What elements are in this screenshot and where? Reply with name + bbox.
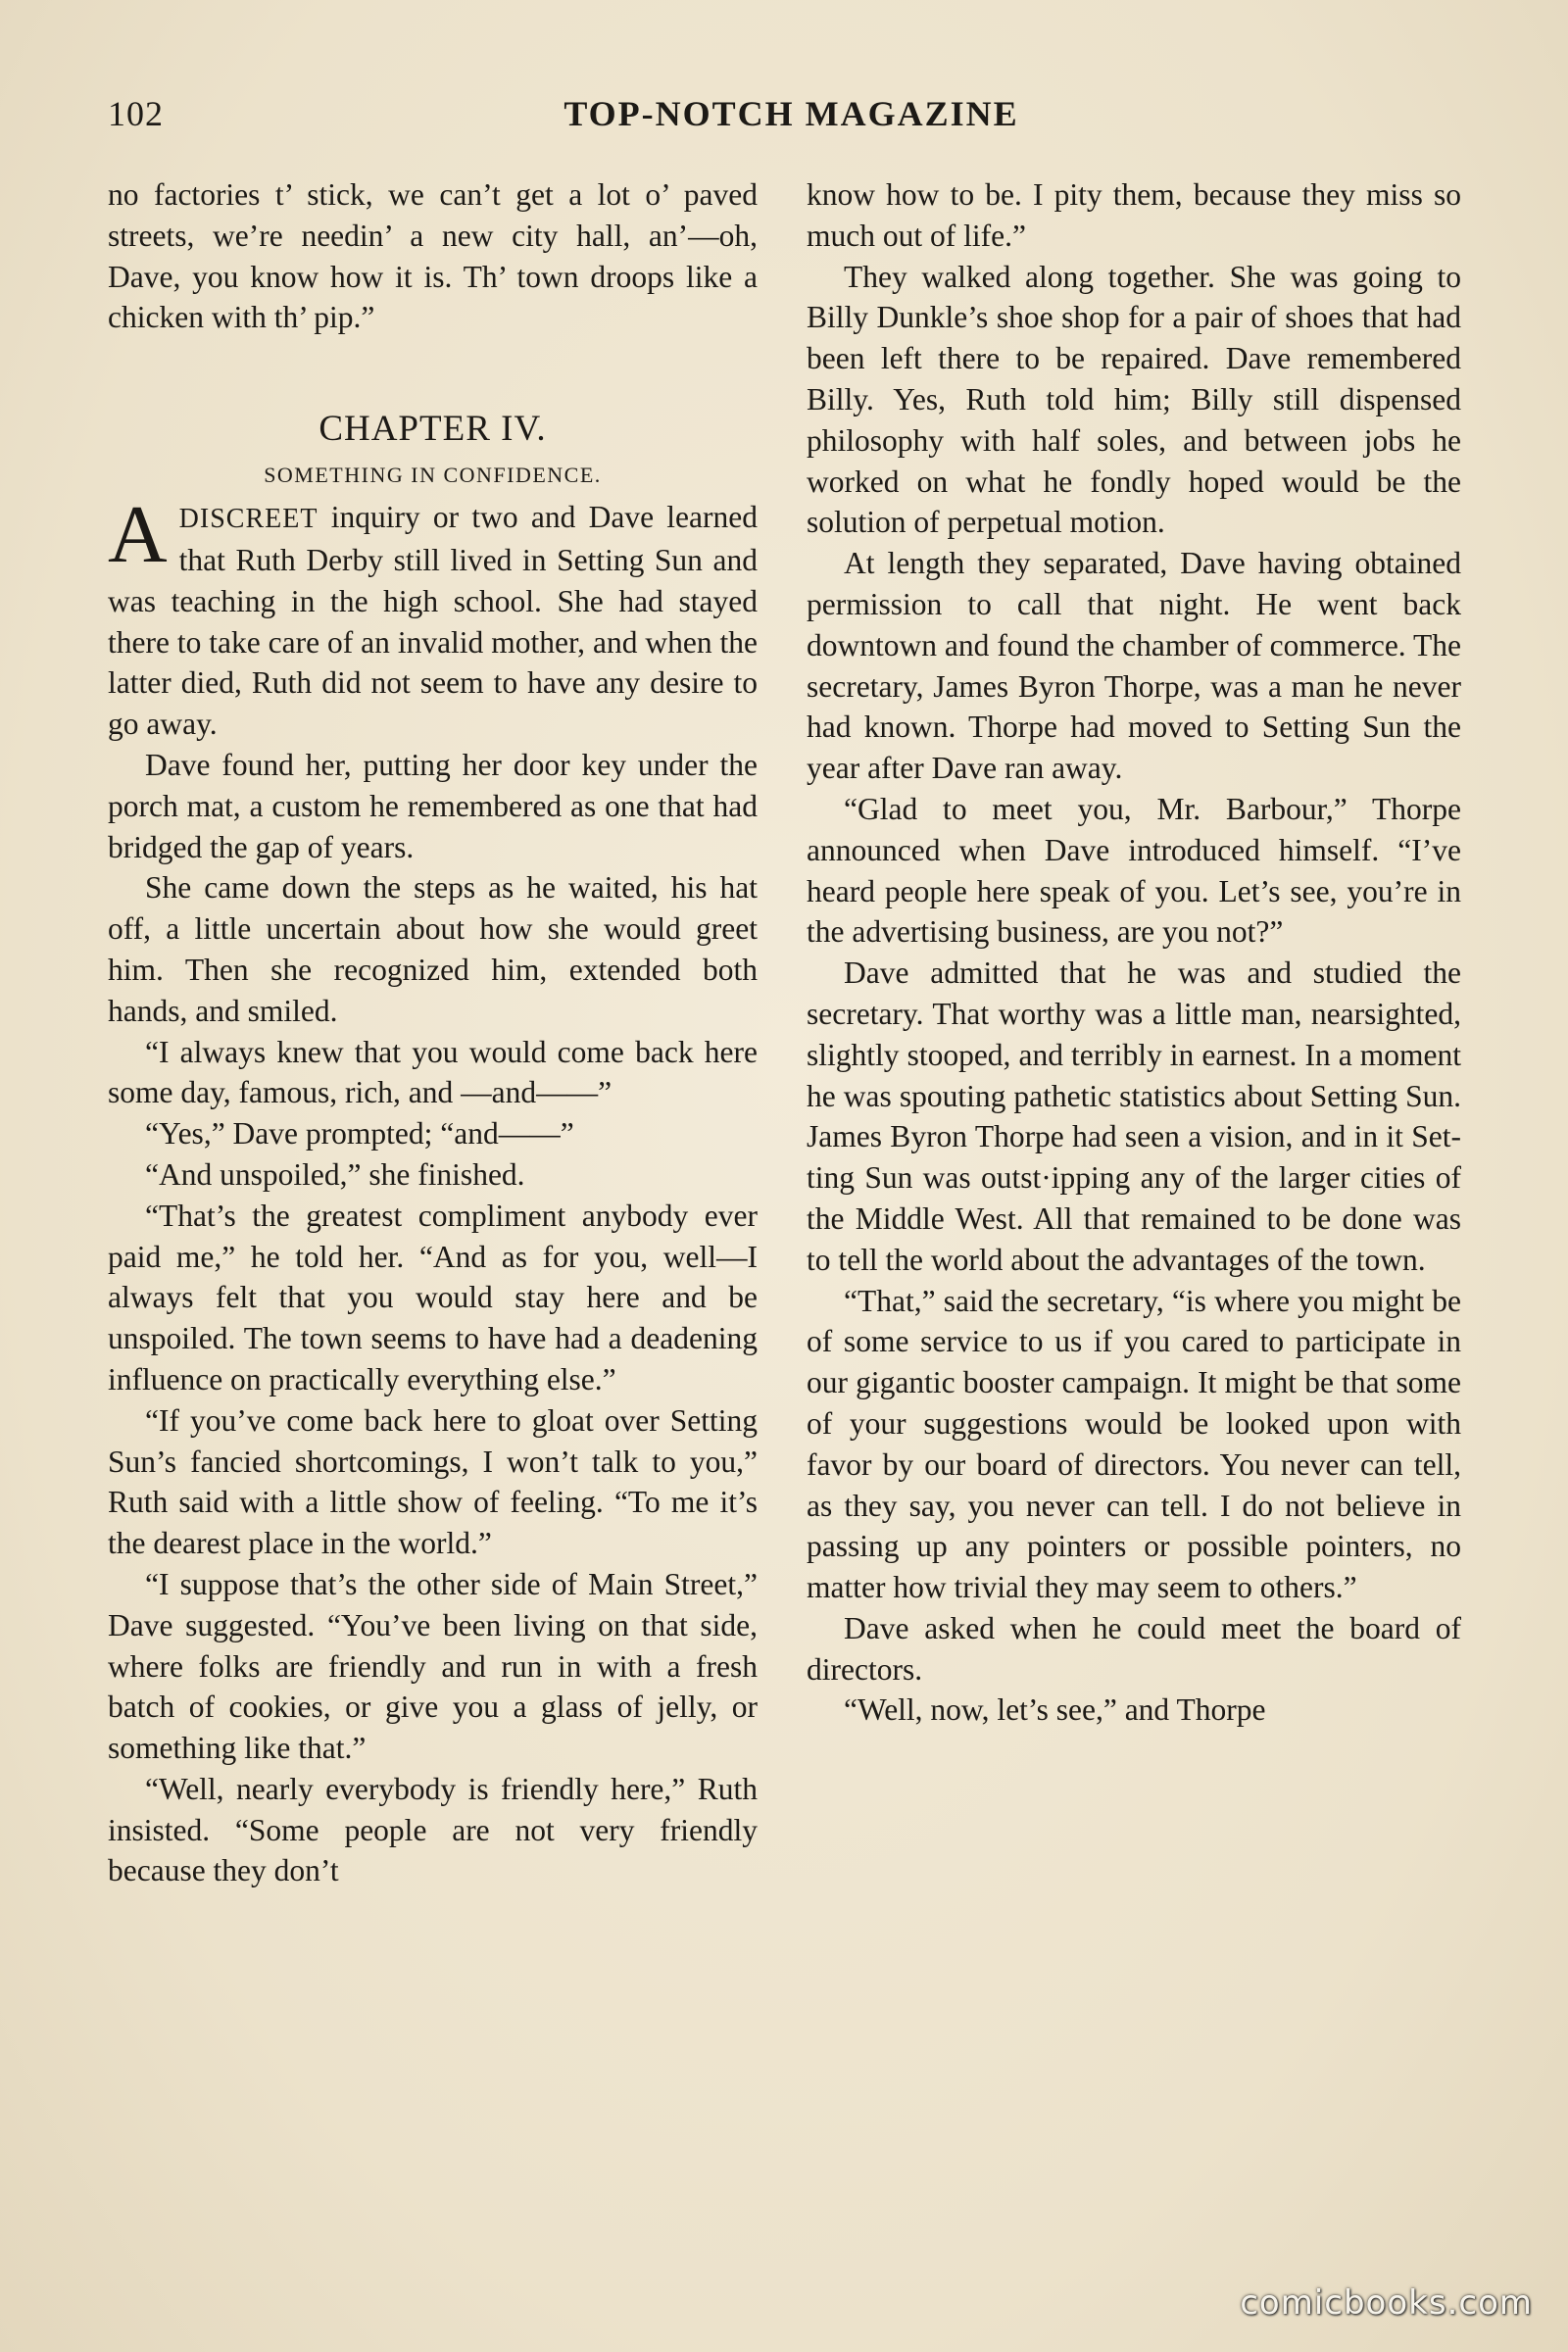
paragraph: Dave found her, putting her door key under the porch mat, a custom he remembered as one that had bridged the gap of years. xyxy=(108,747,758,864)
opening-text: inquiry or two and Dave learned that Ruth Derby still lived in Setting Sun and was teaching in the high school. She had stayed there to take care of an invalid mother, and when the latter died, Ruth did not seem to have any desire to go away. xyxy=(108,500,758,742)
chapter-subtitle: SOMETHING IN CONFIDENCE. xyxy=(264,463,602,488)
opening-small-caps: DISCREET xyxy=(178,504,318,535)
page-number: 102 xyxy=(108,94,164,133)
paragraph: “That’s the greatest compliment anybody ever paid me,” he told her. “And as for you, well—I always felt that you would stay here and be unspoiled. The town seems to have had a deadening influence on practically everything else.” xyxy=(108,1198,758,1396)
left-column xyxy=(108,174,758,1891)
paragraph: They walked along together. She was going to Billy Dunkle’s shoe shop for a pair of shoes that had been left there to be repaired. Dave remembered Billy. Yes, Ruth told him; Billy still dispensed philosophy with half soles, and between jobs he worked on what he fondly hoped would be the solution of perpetual motion. xyxy=(807,259,1461,540)
paragraph: no factories t’ stick, we can’t get a lot o’ paved streets, we’re needin’ a new city hall, an’—oh, Dave, you know how it is. Th’ town droops like a chicken with th’ pip.” xyxy=(108,177,758,335)
page-header xyxy=(108,93,1475,152)
paragraph: “I always knew that you would come back here some day, famous, rich, and —and——” xyxy=(108,1034,758,1110)
right-column xyxy=(807,174,1461,1731)
paragraph: “Glad to meet you, Mr. Barbour,” Thorpe announced when Dave introduced himself. “I’ve heard people here speak of you. Let’s see, you’re in the advertising business, are you not?” xyxy=(807,791,1461,950)
paragraph: “Well, now, let’s see,” and Thorpe xyxy=(844,1692,1266,1728)
chapter-title: CHAPTER IV. xyxy=(318,409,547,450)
drop-cap: A xyxy=(108,489,168,581)
paragraph: “I suppose that’s the other side of Main Street,” Dave suggested. “You’ve been living on that side, where folks are friendly and run in with a fresh batch of cookies, or give you a glass of jelly, or something like that.” xyxy=(108,1566,758,1766)
paragraph: “And unspoiled,” she finished. xyxy=(145,1156,525,1192)
paragraph: “If you’ve come back here to gloat over Setting Sun’s fancied shortcomings, I won’t talk to you,” Ruth said with a little show of feeling. “To me it’s the dearest place in the world.” xyxy=(108,1402,758,1561)
opening-paragraph xyxy=(108,489,758,745)
watermark: comicbooks.com xyxy=(1240,2283,1533,2323)
paragraph: “Yes,” Dave prompted; “and——” xyxy=(145,1116,574,1152)
paragraph: know how to be. I pity them, because they miss so much out of life.” xyxy=(807,177,1461,253)
paragraph: “Well, nearly everybody is friendly here,” Ruth insisted. “Some people are not very friendly because they don’t xyxy=(108,1771,758,1888)
paragraph: Dave asked when he could meet the board of directors. xyxy=(807,1610,1461,1687)
paragraph: At length they separated, Dave having obtained permission to call that night. He went back downtown and found the chamber of commerce. The secretary, James Byron Thorpe, was a man he never had known. Thorpe had moved to Setting Sun the year after Dave ran away. xyxy=(807,546,1461,786)
paragraph: She came down the steps as he waited, his hat off, a little uncertain about how she would greet him. Then she recognized him, extended both hands, and smiled. xyxy=(108,870,758,1028)
paragraph: “That,” said the secretary, “is where you might be of some service to us if you cared to participate in our gigantic booster campaign. It might be that some of your suggestions would be looked upon with favor by our board of directors. You never can tell, as they say, you never can tell. I do not believe in passing up any pointers or possible pointers, no matter how trivial they may seem to others.” xyxy=(807,1283,1461,1605)
paragraph: Dave admitted that he was and studied the secretary. That worthy was a little man, nearsighted, slightly stooped, and terribly in earnest. In a moment he was spouting pathetic statistics about Setting Sun. James Byron Thorpe had seen a vision, and in it Setting Sun was outst·ipping any of the larger cities of the Middle West. All that remained to be done was to tell the world about the advantages of the town. xyxy=(807,956,1461,1277)
running-title: TOP-NOTCH MAGAZINE xyxy=(564,94,1019,133)
